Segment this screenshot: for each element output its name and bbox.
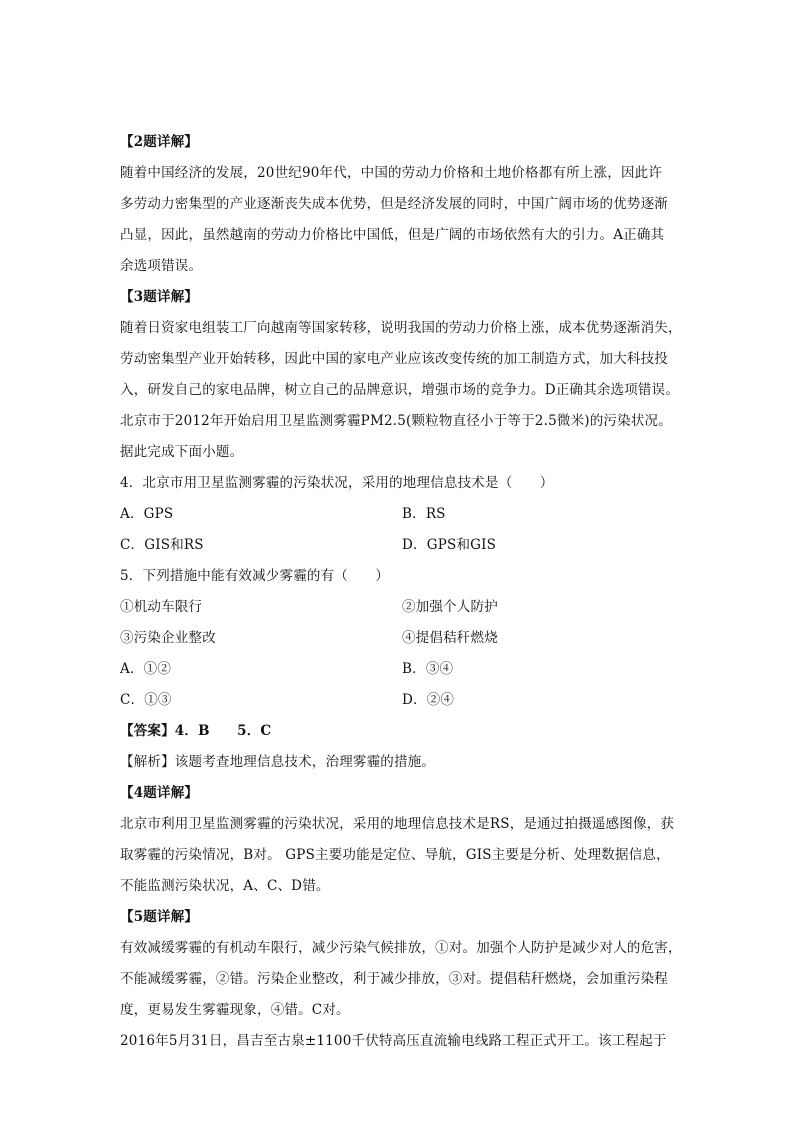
text-line: 据此完成下面小题。 xyxy=(120,444,244,460)
text-line: 度，更易发生雾霾现象，④错。C对。 xyxy=(120,1002,350,1018)
q4-option-row xyxy=(120,535,680,555)
q5-item-1: ①机动车限行 xyxy=(120,599,203,615)
text-line: 2016年5月31日，昌吉至古泉±1100千伏特高压直流输电线路工程正式开工。该工程起于 xyxy=(120,1033,667,1049)
text-line: 北京市利用卫星监测雾霾的污染状况，采用的地理信息技术是RS，是通过拍摄遥感图像，获 xyxy=(120,816,675,832)
q5-option-a: A．①② xyxy=(120,661,172,677)
section-heading-q4: 【4题详解】 xyxy=(120,785,199,801)
text-line: 取雾霾的污染情况，B对。 GPS主要功能是定位、导航，GIS主要是分析、处理数据信息， xyxy=(120,847,670,863)
q5-option-d: D．②④ xyxy=(402,692,455,708)
text-line: 随着中国经济的发展，20世纪90年代，中国的劳动力价格和土地价格都有所上涨，因此许 xyxy=(120,165,663,181)
text-line: 劳动密集型产业开始转移，因此中国的家电产业应该改变传统的加工制造方式，加大科技投 xyxy=(120,351,668,367)
question-4-stem: 4．北京市用卫星监测雾霾的污染状况，采用的地理信息技术是（ ） xyxy=(120,475,554,491)
analysis-line: 【解析】该题考查地理信息技术，治理雾霾的措施。 xyxy=(120,754,436,770)
q4-option-b: B．RS xyxy=(402,506,446,522)
text-line: 凸显，因此，虽然越南的劳动力价格比中国低，但是广阔的市场依然有大的引力。A正确其 xyxy=(120,227,665,243)
q4-option-row xyxy=(120,504,680,524)
q5-item-row xyxy=(120,597,680,617)
text-line: 有效减缓雾霾的有机动车限行，减少污染气候排放，①对。加强个人防护是减少对人的危害， xyxy=(120,940,682,956)
text-line: 入，研发自己的家电品牌，树立自己的品牌意识，增强市场的竞争力。D正确其余选项错误。 xyxy=(120,382,680,398)
q5-option-c: C．①③ xyxy=(120,692,172,708)
q4-option-a: A．GPS xyxy=(120,506,174,522)
q5-item-row xyxy=(120,628,680,648)
q5-item-2: ②加强个人防护 xyxy=(402,599,498,615)
q5-item-3: ③污染企业整改 xyxy=(120,630,216,646)
text-line: 余选项错误。 xyxy=(120,258,203,274)
section-heading-q2: 【2题详解】 xyxy=(120,134,199,150)
answer-line: 【答案】4．B 5．C xyxy=(120,723,272,739)
q5-item-4: ④提倡秸秆燃烧 xyxy=(402,630,498,646)
text-line: 不能减缓雾霾，②错。污染企业整改，利于减少排放，③对。提倡秸秆燃烧，会加重污染程 xyxy=(120,971,668,987)
section-heading-q5: 【5题详解】 xyxy=(120,909,199,925)
text-line: 不能监测污染状况，A、C、D错。 xyxy=(120,878,330,894)
text-line: 北京市于2012年开始启用卫星监测雾霾PM2.5(颗粒物直径小于等于2.5微米)的污染状况。 xyxy=(120,413,672,429)
q5-option-row xyxy=(120,690,680,710)
text-line: 多劳动力密集型的产业逐渐丧失成本优势，但是经济发展的同时，中国广阔市场的优势逐渐 xyxy=(120,196,668,212)
q4-option-d: D．GPS和GIS xyxy=(402,537,497,553)
q4-option-c: C．GIS和RS xyxy=(120,537,204,553)
q5-option-b: B．③④ xyxy=(402,661,454,677)
question-5-stem: 5．下列措施中能有效减少雾霾的有（ ） xyxy=(120,568,390,584)
section-heading-q3: 【3题详解】 xyxy=(120,289,199,305)
q5-option-row xyxy=(120,659,680,679)
text-line: 随着日资家电组装工厂向越南等国家转移，说明我国的劳动力价格上涨，成本优势逐渐消失， xyxy=(120,320,682,336)
